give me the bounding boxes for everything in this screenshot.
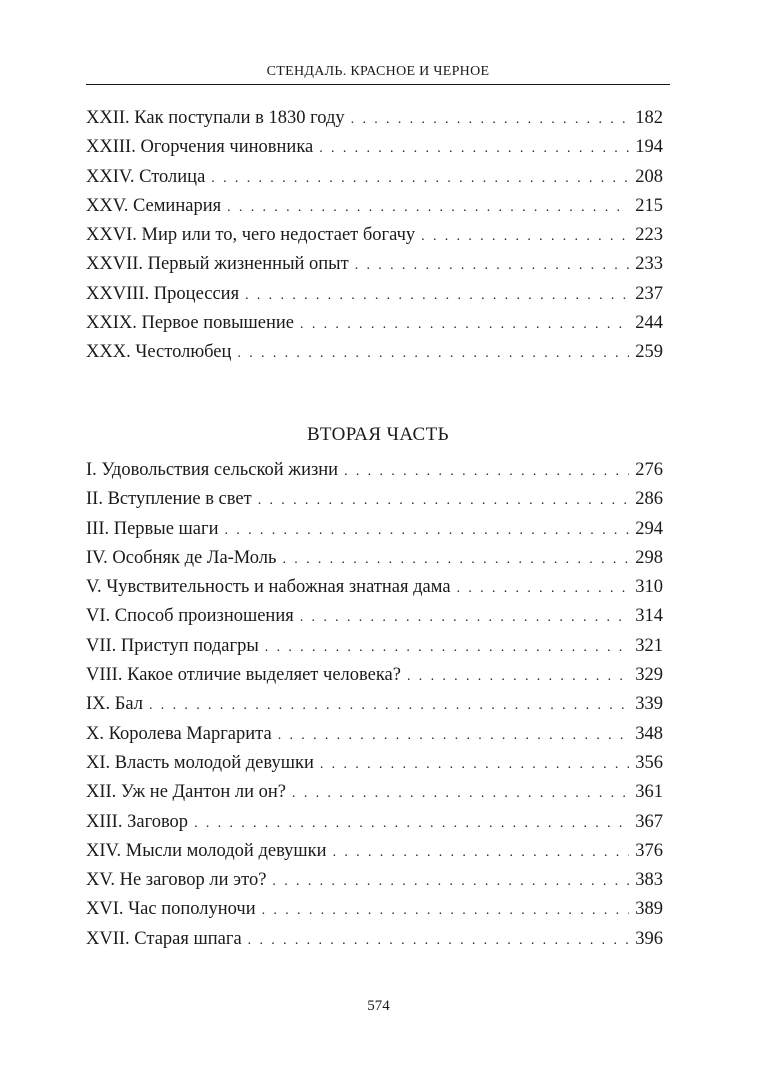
toc-entry-page: 356 <box>635 752 663 773</box>
toc-entry-title: XXX. Честолюбец <box>86 342 232 363</box>
toc-entry[interactable] <box>86 837 663 866</box>
toc-entry-page: 215 <box>635 195 663 216</box>
toc-entry[interactable] <box>86 309 663 338</box>
toc-entry-page: 310 <box>635 577 663 598</box>
toc-entry[interactable] <box>86 632 663 661</box>
toc-entry-title: XIV. Мысли молодой девушки <box>86 840 327 861</box>
toc-entry-page: 396 <box>635 928 663 949</box>
toc-entry-page: 194 <box>635 137 663 158</box>
toc-entry[interactable] <box>86 250 663 279</box>
toc-entry-page: 294 <box>635 518 663 539</box>
toc-entry[interactable] <box>86 104 663 133</box>
toc-entry-title: XXIX. Первое повышение <box>86 313 295 334</box>
toc-entry-title: II. Вступление в свет <box>86 489 252 510</box>
dot-leader <box>333 838 630 867</box>
toc-entry-title: VII. Приступ подагры <box>86 635 259 656</box>
toc-entry-title: XXVII. Первый жизненный опыт <box>86 254 349 275</box>
page-number: 574 <box>367 998 390 1014</box>
toc-entry-title: VI. Способ произношения <box>86 606 294 627</box>
dot-leader <box>421 222 629 251</box>
toc-entry-page: 389 <box>635 899 663 920</box>
dot-leader <box>292 779 629 808</box>
toc-entry-page: 339 <box>635 694 663 715</box>
toc-entry-title: III. Первые шаги <box>86 518 219 539</box>
dot-leader <box>225 516 630 545</box>
toc-entry-title: XXV. Семинария <box>86 195 222 216</box>
toc-entry[interactable] <box>86 192 663 221</box>
dot-leader <box>149 691 629 720</box>
toc-entry-title: X. Королева Маргарита <box>86 723 272 744</box>
dot-leader <box>407 662 629 691</box>
toc-entry-title: XI. Власть молодой девушки <box>86 752 314 773</box>
toc-entry[interactable] <box>86 895 663 924</box>
dot-leader <box>227 193 629 222</box>
toc-entry[interactable] <box>86 808 663 837</box>
dot-leader <box>300 310 629 339</box>
toc-entry[interactable] <box>86 280 663 309</box>
toc-entry-title: IV. Особняк де Ла-Моль <box>86 547 277 568</box>
section-heading: ВТОРАЯ ЧАСТЬ <box>307 424 449 445</box>
toc-entry-page: 276 <box>635 460 663 480</box>
toc-entry-title: VIII. Какое отличие выделяет человека? <box>86 665 401 686</box>
toc-entry[interactable] <box>86 690 663 719</box>
toc-entry-page: 329 <box>635 665 663 686</box>
toc-entry-page: 286 <box>635 489 663 510</box>
dot-leader <box>320 750 629 779</box>
dot-leader <box>319 134 629 163</box>
toc-part-one <box>86 104 663 368</box>
toc-entry-title: XXII. Как поступали в 1830 году <box>86 108 345 128</box>
toc-entry[interactable] <box>86 720 663 749</box>
toc-entry-page: 376 <box>635 840 663 861</box>
toc-entry-page: 367 <box>635 811 663 832</box>
toc-entry-page: 182 <box>635 108 663 128</box>
dot-leader <box>282 545 629 574</box>
dot-leader <box>265 633 629 662</box>
toc-entry-title: XIII. Заговор <box>86 811 189 832</box>
toc-entry-page: 223 <box>635 225 663 246</box>
toc-entry-page: 348 <box>635 723 663 744</box>
toc-entry[interactable] <box>86 602 663 631</box>
toc-entry[interactable] <box>86 573 663 602</box>
dot-leader <box>248 926 630 955</box>
dot-leader <box>300 603 630 632</box>
dot-leader <box>278 721 630 750</box>
header-rule <box>86 84 670 85</box>
toc-entry-page: 361 <box>635 782 663 803</box>
toc-entry-page: 244 <box>635 313 663 334</box>
toc-entry-title: XII. Уж не Дантон ли он? <box>86 782 287 803</box>
toc-entry-title: XV. Не заговор ли это? <box>86 870 267 891</box>
toc-entry-title: XXIII. Огорчения чиновника <box>86 137 314 158</box>
toc-entry[interactable] <box>86 925 663 954</box>
dot-leader <box>344 457 629 486</box>
toc-entry-title: XVI. Час пополуночи <box>86 899 256 920</box>
toc-entry-title: IX. Бал <box>86 694 143 715</box>
dot-leader <box>262 896 630 925</box>
toc-entry-page: 298 <box>635 547 663 568</box>
dot-leader <box>351 105 630 134</box>
toc-entry[interactable] <box>86 778 663 807</box>
toc-entry-title: XXVI. Мир или то, чего недостает богачу <box>86 225 416 246</box>
toc-entry-title: XXIV. Столица <box>86 166 206 187</box>
toc-entry-title: XXVIII. Процессия <box>86 283 240 304</box>
toc-entry[interactable] <box>86 133 663 162</box>
dot-leader <box>211 164 629 193</box>
toc-entry-page: 383 <box>635 870 663 891</box>
toc-entry-page: 321 <box>635 635 663 656</box>
running-head: СТЕНДАЛЬ. КРАСНОЕ И ЧЕРНОЕ <box>266 64 490 79</box>
toc-entry[interactable] <box>86 456 663 485</box>
toc-entry[interactable] <box>86 515 663 544</box>
toc-entry-page: 237 <box>635 283 663 304</box>
dot-leader <box>355 251 630 280</box>
toc-entry[interactable] <box>86 163 663 192</box>
dot-leader <box>194 809 629 838</box>
toc-entry-title: I. Удовольствия сельской жизни <box>86 460 339 480</box>
toc-entry[interactable] <box>86 661 663 690</box>
dot-leader <box>237 339 629 368</box>
dot-leader <box>457 574 630 603</box>
toc-part-two <box>86 456 663 954</box>
toc-entry[interactable] <box>86 485 663 514</box>
toc-entry[interactable] <box>86 221 663 250</box>
toc-entry-page: 314 <box>635 606 663 627</box>
toc-entry-page: 233 <box>635 254 663 275</box>
toc-entry-title: V. Чувствительность и набожная знатная дама <box>86 577 451 598</box>
toc-entry-page: 208 <box>635 166 663 187</box>
dot-leader <box>258 486 630 515</box>
toc-entry[interactable] <box>86 338 663 367</box>
toc-entry-title: XVII. Старая шпага <box>86 928 242 949</box>
toc-entry[interactable] <box>86 866 663 895</box>
dot-leader <box>272 867 629 896</box>
toc-entry[interactable] <box>86 749 663 778</box>
toc-entry[interactable] <box>86 544 663 573</box>
dot-leader <box>245 281 629 310</box>
toc-entry-page: 259 <box>635 342 663 363</box>
